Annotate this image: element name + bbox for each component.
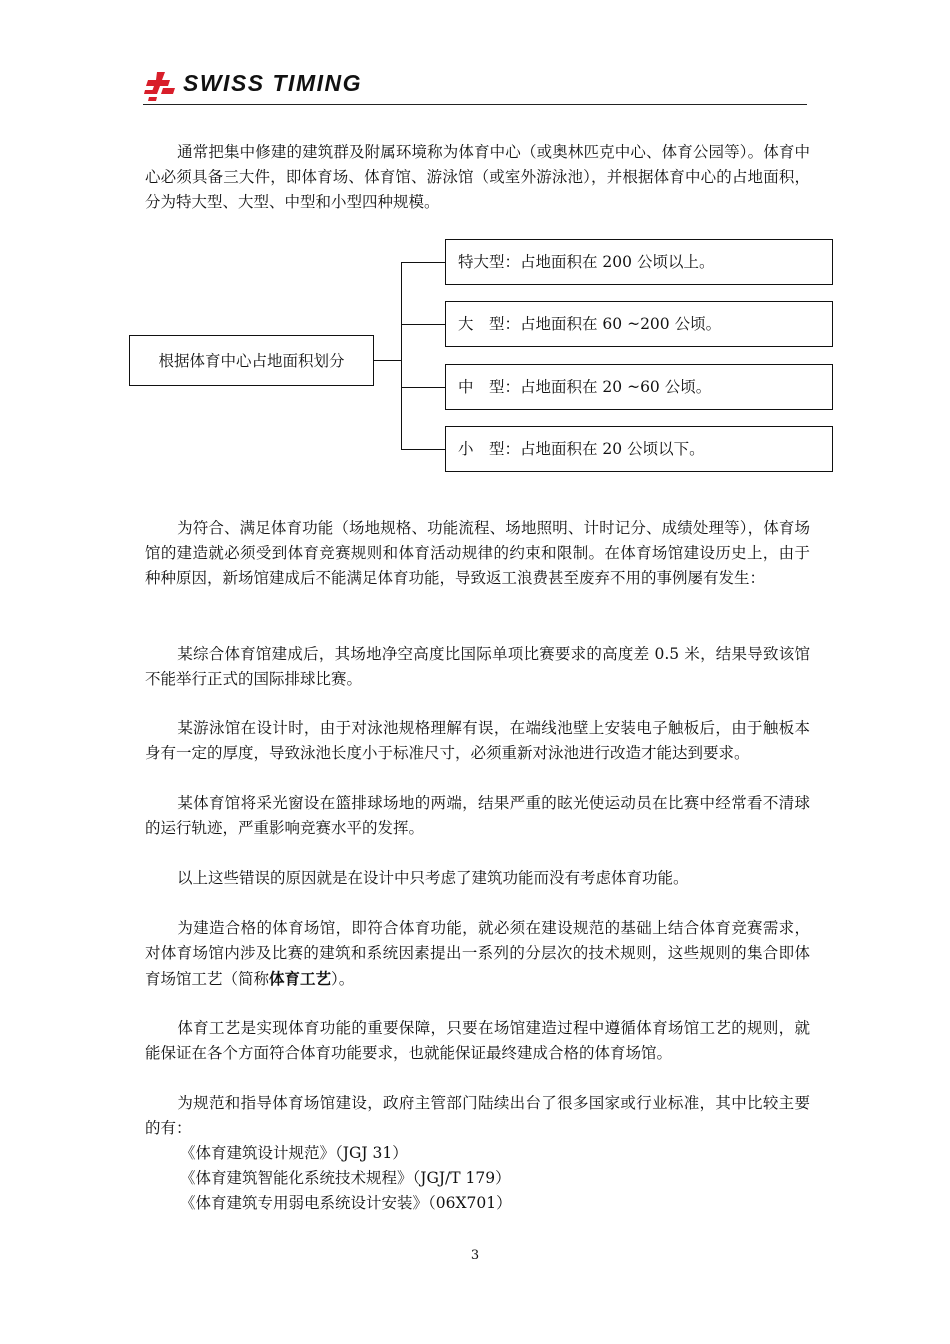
diagram-root-box — [129, 335, 374, 386]
paragraph-text: 为建造合格的体育场馆，即符合体育功能，就必须在建设规范的基础上结合体育竞赛需求，对体育场馆内涉及比赛的建筑和系统因素提出一系列的分层次的技术规则，这些规则的集合即体育场馆工艺（简称 — [145, 919, 810, 988]
diagram-item-label: 小 型：占地面积在 20 公顷以下。 — [458, 440, 705, 458]
diagram-item-label: 大 型：占地面积在 60 ~200 公顷。 — [458, 315, 722, 333]
diagram-item-medium — [445, 364, 833, 410]
paragraph-text: 某综合体育馆建成后，其场地净空高度比国际单项比赛要求的高度差 0.5 米，结果导致该馆不能举行正式的国际排球比赛。 — [145, 645, 810, 688]
standard-item: 《体育建筑专用弱电系统设计安装》（06X701） — [180, 1194, 512, 1212]
connector-root — [374, 360, 402, 361]
swiss-timing-logo — [143, 68, 413, 102]
paragraph-sports-craft-importance — [145, 1016, 810, 1066]
paragraph-text: 以上这些错误的原因就是在设计中只考虑了建筑功能而没有考虑体育功能。 — [177, 869, 689, 887]
connector-branch-4 — [401, 449, 445, 450]
paragraph-text: 为规范和指导体育场馆建设，政府主管部门陆续出台了很多国家或行业标准，其中比较主要的有： — [145, 1094, 810, 1137]
logo-cross-icon — [143, 70, 179, 102]
paragraph-text: 某体育馆将采光窗设在篮排球场地的两端，结果严重的眩光使运动员在比赛中经常看不清球的运行轨迹，严重影响竞赛水平的发挥。 — [145, 794, 810, 837]
standard-item: 《体育建筑智能化系统技术规程》（JGJ/T 179） — [180, 1169, 511, 1187]
paragraph-example-gym-height — [145, 642, 810, 692]
paragraph-text: ）。 — [331, 970, 355, 988]
connector-branch-3 — [401, 387, 445, 388]
standard-item: 《体育建筑设计规范》（JGJ 31） — [180, 1144, 408, 1162]
bold-term: 体育工艺 — [269, 969, 332, 988]
paragraph-sports-craft-definition — [145, 916, 810, 992]
diagram-item-label: 中 型：占地面积在 20 ~60 公顷。 — [458, 378, 712, 396]
diagram-item-extra-large — [445, 239, 833, 285]
paragraph-text: 体育工艺是实现体育功能的重要保障，只要在场馆建造过程中遵循体育场馆工艺的规则，就能保证在各个方面符合体育功能要求，也就能保证最终建成合格的体育场馆。 — [145, 1019, 810, 1062]
connector-trunk — [401, 262, 402, 450]
paragraph-text: 为符合、满足体育功能（场地规格、功能流程、场地照明、计时记分、成绩处理等），体育场馆的建造就必须受到体育竞赛规则和体育活动规律的约束和限制。在体育场馆建设历史上，由于种种原因，新场馆建成后不能满足体育功能，导致返工浪费甚至废弃不用的事例屡有发生： — [145, 519, 810, 587]
brand-name: SWISS TIMING — [183, 70, 362, 96]
paragraph-function-requirements — [145, 516, 810, 591]
standards-list — [180, 1141, 512, 1216]
header-divider — [143, 104, 807, 105]
intro-paragraph — [145, 140, 810, 215]
connector-branch-1 — [401, 262, 445, 263]
diagram-item-large — [445, 301, 833, 347]
intro-text: 通常把集中修建的建筑群及附属环境称为体育中心（或奥林匹克中心、体育公园等）。体育中心必须具备三大件，即体育场、体育馆、游泳馆（或室外游泳池），并根据体育中心的占地面积，分为特大型、大型、中型和小型四种规模。 — [145, 143, 810, 211]
diagram-item-small — [445, 426, 833, 472]
paragraph-error-cause — [145, 866, 810, 891]
paragraph-text: 某游泳馆在设计时，由于对泳池规格理解有误，在端线池壁上安装电子触板后，由于触板本身有一定的厚度，导致泳池长度小于标准尺寸，必须重新对泳池进行改造才能达到要求。 — [145, 719, 810, 762]
diagram-root-label: 根据体育中心占地面积划分 — [158, 351, 345, 370]
paragraph-standards-intro — [145, 1091, 810, 1141]
paragraph-example-pool — [145, 716, 810, 766]
diagram-item-label: 特大型：占地面积在 200 公顷以上。 — [458, 253, 715, 271]
connector-branch-2 — [401, 324, 445, 325]
paragraph-example-windows — [145, 791, 810, 841]
page-number: 3 — [470, 1248, 480, 1263]
